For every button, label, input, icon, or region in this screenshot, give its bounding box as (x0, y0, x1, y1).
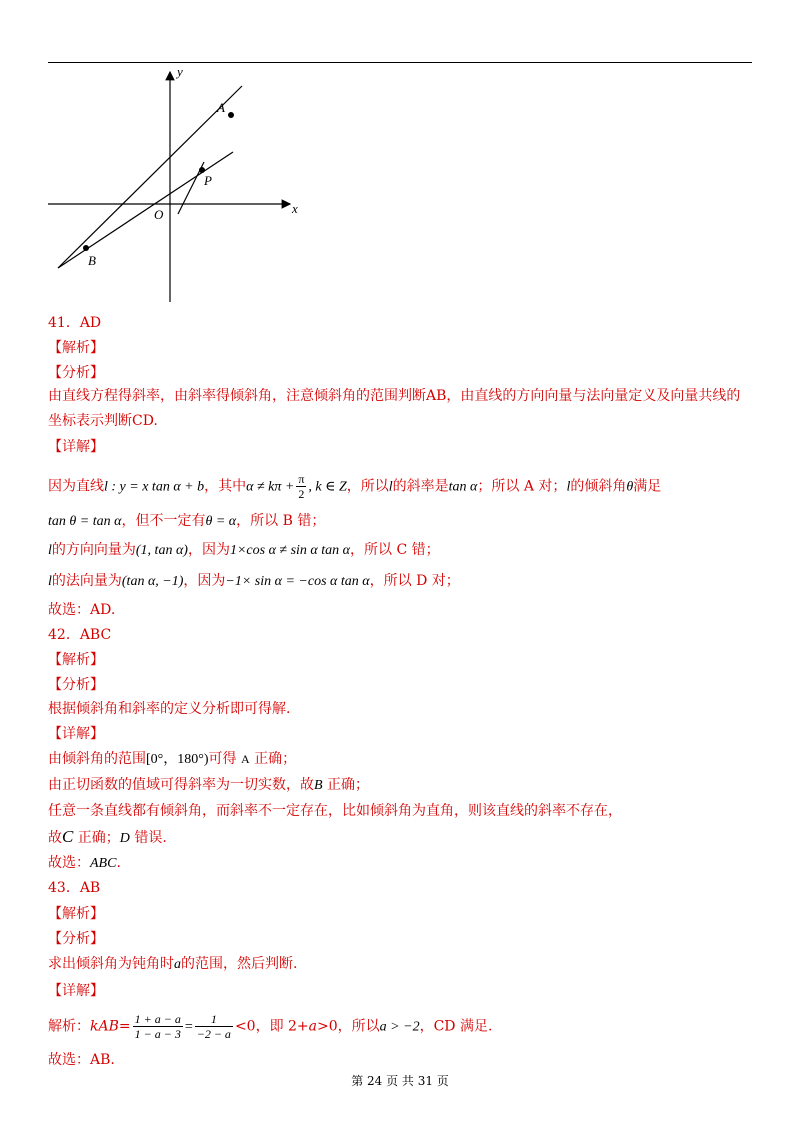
q42-conclusion: 故选：ABC. (48, 855, 121, 871)
line-bp (58, 152, 233, 268)
q41-jiexi: 【解析】 (48, 340, 104, 356)
q41-detail-1: 因为直线l : y = x tan α + b，其中α ≠ kπ + $\frac{\pi}{2}$ , k ∈ Z，所以l的斜率是tan α；所以 A 对；l的倾斜角θ满足 (48, 472, 662, 501)
q42-xiangjie: 【详解】 (48, 726, 104, 742)
q43-answer: 43．AB (48, 880, 101, 896)
label-o: O (154, 207, 164, 222)
q43-analysis: 求出倾斜角为钝角时a的范围，然后判断. (48, 956, 298, 972)
label-b: B (88, 253, 96, 268)
q41-analysis-1: 由直线方程得斜率，由斜率得倾斜角，注意倾斜角的范围判断AB，由直线的方向向量与法向量定义及向量共线的 (48, 388, 741, 404)
q43-detail-1: 解析：kAB= $\frac{1 + a - a}{1 - a - 3}$ = $\frac{1}{-2 - a}$ <0，即 2+a>0，所以a > −2，CD 满足. (48, 1012, 493, 1041)
line-ab (58, 86, 242, 268)
q41-answer: 41．AD (48, 315, 102, 331)
q43-conclusion: 故选：AB. (48, 1052, 115, 1068)
q41-conclusion: 故选：AD. (48, 602, 116, 618)
q42-detail-3: 任意一条直线都有倾斜角，而斜率不一定存在，比如倾斜角为直角，则该直线的斜率不存在， (48, 803, 622, 819)
q42-detail-2: 由正切函数的值域可得斜率为一切实数，故B 正确； (48, 777, 370, 793)
q42-answer: 42．ABC (48, 627, 112, 643)
q41-detail-4: l的法向量为(tan α, −1)，因为−1× sin α = −cos α tan α，所以 D 对； (48, 573, 460, 589)
q42-fenxi: 【分析】 (48, 677, 104, 693)
page-footer: 第 24 页 共 31 页 (351, 1074, 449, 1088)
q42-detail-4: 故C 正确；D 错误. (48, 827, 167, 846)
q41-detail-3: l的方向向量为(1, tan α)，因为1×cos α ≠ sin α tan α，所以 C 错； (48, 542, 440, 558)
q41-detail-2: tan θ = tan α，但不一定有θ = α，所以 B 错； (48, 513, 326, 529)
q41-fenxi: 【分析】 (48, 365, 104, 381)
point-a (228, 112, 234, 118)
q43-jiexi: 【解析】 (48, 906, 104, 922)
q42-detail-1: 由倾斜角的范围[0°，180°)可得 A 正确； (48, 751, 297, 767)
coordinate-figure (46, 62, 316, 307)
q41-xiangjie: 【详解】 (48, 439, 104, 455)
label-x: x (292, 201, 298, 216)
q42-analysis: 根据倾斜角和斜率的定义分析即可得解. (48, 701, 291, 717)
label-a: A (217, 100, 225, 115)
point-b (83, 245, 89, 251)
q41-analysis-2: 坐标表示判断CD. (48, 413, 158, 429)
label-y: y (177, 64, 183, 79)
q43-xiangjie: 【详解】 (48, 983, 104, 999)
q42-jiexi: 【解析】 (48, 652, 104, 668)
label-p: P (204, 173, 212, 188)
q43-fenxi: 【分析】 (48, 931, 104, 947)
